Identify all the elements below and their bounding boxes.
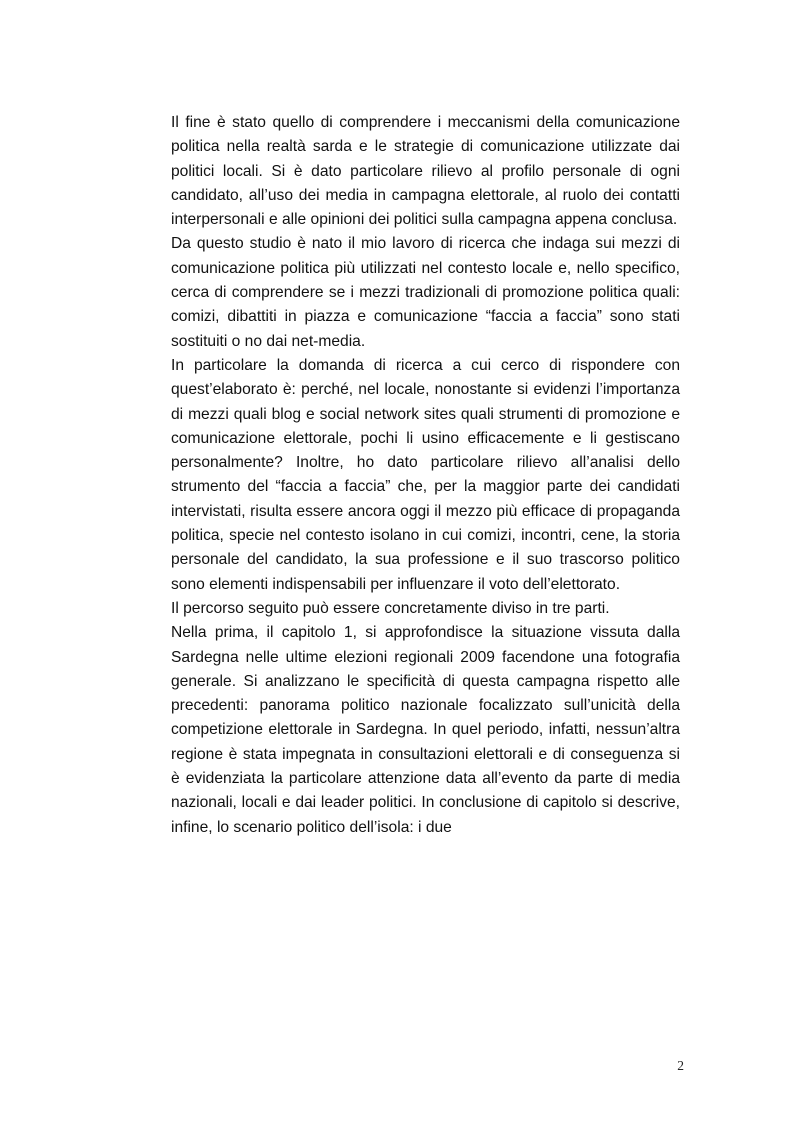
page-number: 2 <box>677 1058 684 1073</box>
paragraph-2: Da questo studio è nato il mio lavoro di ricerca che indaga sui mezzi di comunicazione politica più utilizzati nel contesto locale e, nello specifico, cerca di comprendere se i mezzi tradizionali di promozione politica quali: comizi, dibattiti in piazza e comunicazione “faccia a faccia” sono stati sostituiti o no dai net-media. <box>171 235 680 350</box>
paragraph-3: In particolare la domanda di ricerca a cui cerco di rispondere con quest’elaborato è: perché, nel locale, nonostante si evidenzi l’importanza di mezzi quali blog e social network sites quali strumenti di promozione e comunicazione elettorale, pochi li usino efficacemente e li gestiscano personalmente? Inoltre, ho dato particolare rilievo all’analisi dello strumento del “faccia a faccia” che, per la maggior parte dei candidati intervistati, risulta essere ancora oggi il mezzo più efficace di propaganda politica, specie nel contesto isolano in cui comizi, incontri, cene, la storia personale del candidato, la sua professione e il suo trascorso politico sono elementi indispensabili per influenzare il voto dell’elettorato. <box>171 356 680 593</box>
paragraph-1: Il fine è stato quello di comprendere i meccanismi della comunicazione politica nella realtà sarda e le strategie di comunicazione utilizzate dai politici locali. Si è dato particolare rilievo al profilo personale di ogni candidato, all’uso dei media in campagna elettorale, al ruolo dei contatti interpersonali e alle opinioni dei politici sulla campagna appena conclusa. <box>171 114 680 229</box>
body-text <box>171 111 680 840</box>
paragraph-4: Il percorso seguito può essere concretamente diviso in tre parti. <box>171 599 610 617</box>
paragraph-5: Nella prima, il capitolo 1, si approfondisce la situazione vissuta dalla Sardegna nelle ultime elezioni regionali 2009 facendone una fotografia generale. Si analizzano le specificità di questa campagna rispetto alle precedenti: panorama politico nazionale focalizzato sull’unicità della competizione elettorale in Sardegna. In quel periodo, infatti, nessun’altra regione è stata impegnata in consultazioni elettorali e di conseguenza si è evidenziata la particolare attenzione data all’evento da parte di media nazionali, locali e dai leader politici. In conclusione di capitolo si descrive, infine, lo scenario politico dell’isola: i due <box>171 624 680 836</box>
